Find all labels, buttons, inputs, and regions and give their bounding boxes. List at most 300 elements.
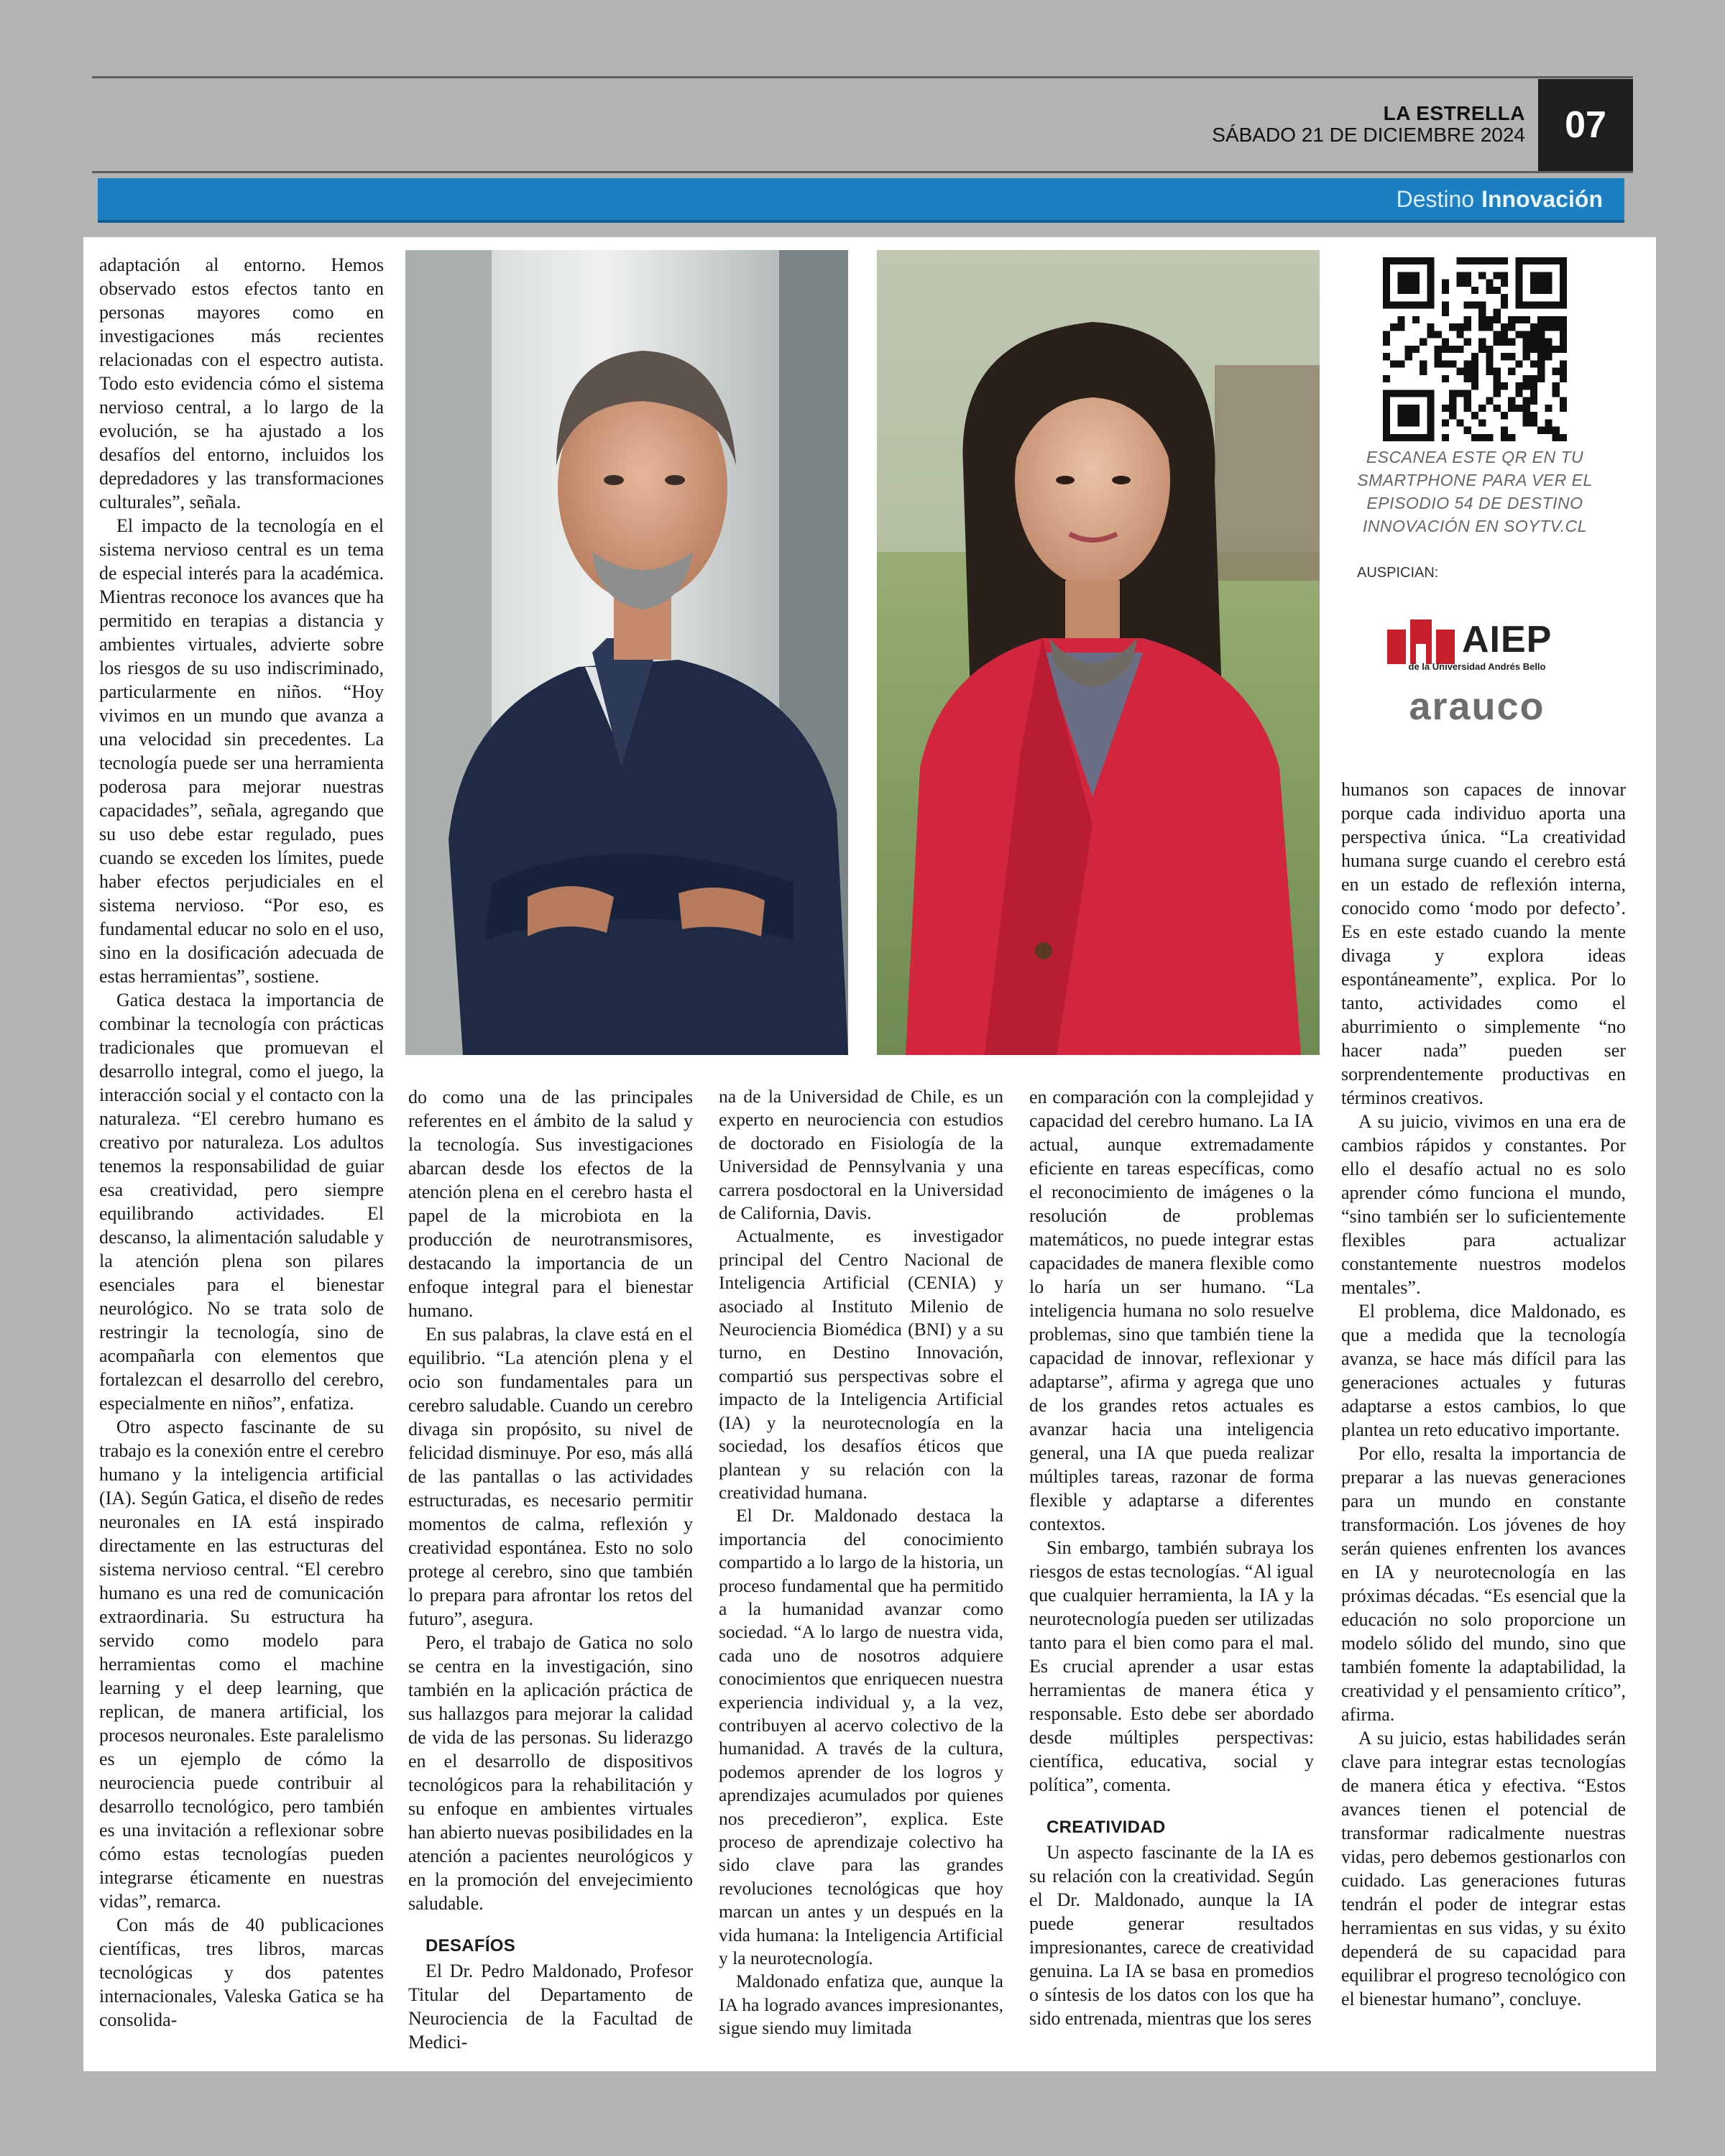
- header-rule: [92, 171, 1633, 173]
- qr-module: [1383, 272, 1390, 279]
- paragraph: en comparación con la complejidad y capacidad del cerebro humano. La IA actual, aunque extremadamente eficiente en tareas específicas, como el reconocimiento de imágenes o la resolución de problemas matemáticos, no puede integrar estas capacidades de manera flexible como lo haría un ser humano. “La inteligencia humana no solo resuelve problemas, sino que también tiene la capacidad de innovar, reflexionar y adaptarse”, afirma y agrega que uno de los grandes retos actuales es avanzar hacia una inteligencia general, una IA que pueda realizar múltiples tareas, razonar de forma flexible y adaptarse a diferentes contextos.: [1029, 1087, 1314, 1534]
- qr-module: [1456, 280, 1463, 287]
- qr-module: [1471, 434, 1478, 441]
- qr-module: [1545, 301, 1552, 308]
- qr-module: [1435, 360, 1442, 367]
- qr-module: [1545, 405, 1552, 412]
- qr-module: [1537, 287, 1545, 294]
- qr-module: [1537, 272, 1545, 279]
- portrait-photo-man: [405, 250, 848, 1055]
- qr-module: [1552, 382, 1560, 390]
- qr-module: [1405, 272, 1412, 279]
- qr-module: [1427, 405, 1434, 412]
- qr-module: [1530, 287, 1537, 294]
- qr-module: [1515, 405, 1522, 412]
- issue-date: SÁBADO 21 DE DICIEMBRE 2024: [1212, 124, 1525, 146]
- qr-module: [1537, 353, 1545, 360]
- qr-module: [1464, 272, 1471, 279]
- subheading-creatividad: CREATIVIDAD: [1046, 1818, 1166, 1837]
- qr-module: [1471, 382, 1478, 390]
- qr-module: [1478, 419, 1486, 426]
- qr-module: [1515, 382, 1522, 390]
- qr-module: [1390, 323, 1397, 331]
- qr-module: [1478, 309, 1486, 316]
- qr-module: [1537, 316, 1545, 323]
- qr-module: [1449, 390, 1456, 397]
- qr-module: [1412, 287, 1420, 294]
- qr-module: [1435, 353, 1442, 360]
- qr-module: [1442, 360, 1449, 367]
- qr-module: [1397, 301, 1404, 308]
- qr-module: [1427, 287, 1434, 294]
- qr-module: [1523, 353, 1530, 360]
- qr-module: [1397, 257, 1404, 264]
- qr-module: [1560, 434, 1567, 441]
- paragraph: Otro aspecto fascinante de su trabajo es la conexión entre el cerebro humano y la inteligencia artificial (IA). Según Gatica, el diseño de redes neuronales en IA está inspirado directamente en las estructuras del sistema nervioso central. “El cerebro humano es una red de comunicación extraordinaria. Su estructura ha servido como modelo para herramientas como el machine learning y el deep learning, que replican, de manera artificial, los procesos neuronales. Este paralelismo es un ejemplo de cómo la neurociencia puede contribuir al desarrollo tecnológico, pero también es una invitación a reflexionar sobre cómo estas tecnologías pueden integrarse éticamente en nuestras vidas”, remarca.: [99, 1416, 384, 1912]
- qr-module: [1523, 397, 1530, 405]
- qr-module: [1523, 346, 1530, 353]
- qr-module: [1530, 323, 1537, 331]
- qr-module: [1427, 419, 1434, 426]
- qr-module: [1478, 316, 1486, 323]
- qr-module: [1508, 323, 1515, 331]
- qr-module: [1478, 346, 1486, 353]
- qr-module: [1412, 346, 1420, 353]
- qr-module: [1545, 272, 1552, 279]
- qr-module: [1545, 323, 1552, 331]
- paragraph: Gatica destaca la importancia de combinar la tecnología con prácticas tradicionales que promuevan el desarrollo integral, como el juego, la interacción social y el contacto con la naturaleza. “El cerebro humano es creativo por naturaleza. Los adultos tenemos la responsabilidad de guiar esa creatividad, pero siempre equilibrando actividades. El descanso, la alimentación saludable y la atención plena son pilares esenciales para el bienestar neurológico. No se trata solo de restringir la tecnología, sino de acompañarla con elementos que fortalezcan el desarrollo del cerebro, especialmente en niños”, enfatiza.: [99, 990, 384, 1414]
- qr-module: [1560, 323, 1567, 331]
- qr-module: [1478, 434, 1486, 441]
- qr-module: [1494, 309, 1501, 316]
- qr-module: [1494, 390, 1501, 397]
- qr-module: [1486, 323, 1493, 331]
- qr-module: [1471, 412, 1478, 419]
- qr-module: [1523, 419, 1530, 426]
- qr-module: [1552, 390, 1560, 397]
- qr-module: [1560, 257, 1567, 264]
- qr-module: [1537, 280, 1545, 287]
- qr-module: [1537, 368, 1545, 375]
- qr-module: [1486, 280, 1493, 287]
- qr-module: [1486, 434, 1493, 441]
- qr-module: [1530, 412, 1537, 419]
- qr-module: [1427, 257, 1434, 264]
- qr-module: [1537, 346, 1545, 353]
- aiep-logo: [1387, 615, 1567, 680]
- qr-module: [1412, 272, 1420, 279]
- qr-module: [1515, 316, 1522, 323]
- qr-module: [1464, 427, 1471, 434]
- qr-module: [1464, 405, 1471, 412]
- qr-module: [1560, 280, 1567, 287]
- qr-module: [1420, 390, 1427, 397]
- qr-module: [1412, 419, 1420, 426]
- qr-module: [1523, 382, 1530, 390]
- aiep-building-icon: [1387, 619, 1459, 664]
- qr-module: [1494, 405, 1501, 412]
- qr-module: [1471, 287, 1478, 294]
- qr-module: [1515, 264, 1522, 272]
- top-rule: [92, 76, 1633, 78]
- qr-module: [1442, 301, 1449, 308]
- qr-module: [1405, 257, 1412, 264]
- qr-module: [1405, 419, 1412, 426]
- qr-module: [1456, 257, 1463, 264]
- qr-module: [1552, 434, 1560, 441]
- qr-module: [1397, 272, 1404, 279]
- qr-module: [1501, 331, 1508, 338]
- qr-module: [1530, 397, 1537, 405]
- qr-module: [1486, 316, 1493, 323]
- qr-module: [1537, 338, 1545, 346]
- qr-module: [1494, 257, 1501, 264]
- paragraph: humanos son capaces de innovar porque cada individuo aporta una perspectiva única. “La creatividad humana surge cuando el cerebro está en un estado de reflexión interna, conocido como ‘modo por defecto’. Es en este estado cuando la mente divaga y explora ideas espontáneamente”, explica. Por lo tanto, actividades como el aburrimiento o simplemente “no hacer nada” pueden ser sorprendentemente productivas en términos creativos.: [1341, 779, 1626, 1108]
- qr-module: [1449, 412, 1456, 419]
- qr-module: [1486, 346, 1493, 353]
- qr-module: [1427, 294, 1434, 301]
- qr-module: [1390, 301, 1397, 308]
- section-name-light: Destino: [1396, 185, 1475, 212]
- qr-module: [1456, 390, 1463, 397]
- qr-module: [1405, 301, 1412, 308]
- qr-module: [1383, 390, 1390, 397]
- qr-module: [1442, 309, 1449, 316]
- qr-module: [1545, 287, 1552, 294]
- qr-module: [1427, 280, 1434, 287]
- paragraph: El Dr. Maldonado destaca la importancia del conocimiento compartido a lo largo de la historia, un proceso fundamental que ha permitido a la humanidad avanzar como sociedad. “A lo largo de nuestra vida, cada uno de nosotros adquiere conocimientos que enriquecen nuestra experiencia individual y, a la vez, contribuyen al acervo colectivo de la humanidad. A través de la cultura, podemos aprender de los logros y aprendizajes acumulados por quienes nos precedieron”, explica. Este proceso de aprendizaje colectivo ha sido clave para las grandes revoluciones tecnológicas que hoy marcan un antes y un después en la vida humana: la Inteligencia Artificial y la neurotecnología.: [719, 1505, 1003, 1969]
- qr-module: [1530, 375, 1537, 382]
- article-column-4: [1029, 1085, 1314, 2030]
- qr-module: [1552, 257, 1560, 264]
- qr-module: [1523, 338, 1530, 346]
- qr-module: [1523, 316, 1530, 323]
- qr-module: [1545, 427, 1552, 434]
- qr-module: [1552, 323, 1560, 331]
- qr-module: [1464, 316, 1471, 323]
- qr-module: [1523, 375, 1530, 382]
- qr-module: [1442, 434, 1449, 441]
- qr-module: [1464, 257, 1471, 264]
- qr-module: [1442, 287, 1449, 294]
- qr-module: [1427, 412, 1434, 419]
- qr-module: [1494, 331, 1501, 338]
- qr-module: [1508, 338, 1515, 346]
- qr-module: [1523, 412, 1530, 419]
- qr-module: [1456, 323, 1463, 331]
- qr-module: [1397, 390, 1404, 397]
- qr-module: [1537, 257, 1545, 264]
- section-name-bold: Innovación: [1481, 185, 1603, 212]
- qr-module: [1427, 323, 1434, 331]
- qr-module: [1420, 301, 1427, 308]
- qr-module: [1486, 287, 1493, 294]
- qr-module: [1537, 375, 1545, 382]
- paragraph: El problema, dice Maldonado, es que a medida que la tecnología avanza, se hace más difícil para las generaciones actuales y futuras adaptarse a estos cambios, lo que plantea un reto educativo importante.: [1341, 1301, 1626, 1440]
- qr-module: [1405, 412, 1412, 419]
- qr-module: [1486, 257, 1493, 264]
- qr-module: [1449, 397, 1456, 405]
- qr-module: [1435, 346, 1442, 353]
- qr-module: [1471, 375, 1478, 382]
- qr-module: [1501, 338, 1508, 346]
- qr-module: [1383, 331, 1390, 338]
- qr-module: [1515, 331, 1522, 338]
- qr-module: [1405, 434, 1412, 441]
- qr-module: [1427, 264, 1434, 272]
- qr-module: [1530, 382, 1537, 390]
- masthead: [1212, 103, 1525, 145]
- qr-module: [1383, 412, 1390, 419]
- qr-module: [1471, 353, 1478, 360]
- qr-module: [1397, 316, 1404, 323]
- qr-module: [1515, 301, 1522, 308]
- qr-module: [1537, 301, 1545, 308]
- qr-module: [1383, 434, 1390, 441]
- qr-module: [1530, 301, 1537, 308]
- qr-module: [1545, 280, 1552, 287]
- qr-module: [1464, 390, 1471, 397]
- qr-module: [1471, 257, 1478, 264]
- qr-module: [1494, 368, 1501, 375]
- qr-module: [1508, 316, 1515, 323]
- qr-module: [1515, 280, 1522, 287]
- qr-module: [1494, 338, 1501, 346]
- qr-module: [1560, 338, 1567, 346]
- qr-module: [1412, 257, 1420, 264]
- qr-module: [1464, 301, 1471, 308]
- qr-module: [1456, 368, 1463, 375]
- qr-module: [1552, 316, 1560, 323]
- qr-module: [1501, 412, 1508, 419]
- qr-module: [1464, 323, 1471, 331]
- qr-module: [1560, 375, 1567, 382]
- qr-module: [1494, 287, 1501, 294]
- article-column-1: [99, 253, 384, 2032]
- qr-module: [1464, 338, 1471, 346]
- qr-module: [1530, 338, 1537, 346]
- paragraph: Un aspecto fascinante de la IA es su relación con la creatividad. Según el Dr. Maldonado, aunque la IA puede generar resultados impresionantes, carece de creatividad genuina. La IA se basa en promedios o síntesis de los datos con los que ha sido entrenada, mientras que los seres: [1029, 1842, 1314, 2029]
- qr-module: [1427, 390, 1434, 397]
- qr-module: [1508, 405, 1515, 412]
- qr-module: [1412, 280, 1420, 287]
- article-column-2: [408, 1085, 693, 2054]
- article-column-5: [1341, 778, 1626, 2011]
- qr-module: [1383, 338, 1390, 346]
- qr-module: [1560, 405, 1567, 412]
- qr-module: [1442, 405, 1449, 412]
- qr-module: [1552, 368, 1560, 375]
- qr-module: [1383, 397, 1390, 405]
- qr-module: [1478, 272, 1486, 279]
- qr-module: [1560, 397, 1567, 405]
- qr-module: [1508, 434, 1515, 441]
- qr-module: [1427, 397, 1434, 405]
- qr-module: [1494, 272, 1501, 279]
- qr-module: [1449, 346, 1456, 353]
- qr-module: [1427, 434, 1434, 441]
- paragraph: Actualmente, es investigador principal del Centro Nacional de Inteligencia Artificial (CENIA) y asociado al Instituto Milenio de Neurociencia Biomédica (BNI) y a su turno, en Destino Innovación, compartió sus perspectivas sobre el impacto de la Inteligencia Artificial (IA) y la neurotecnología en la sociedad, los desafíos éticos que plantean y su relación con la creatividad humana.: [719, 1225, 1003, 1503]
- qr-module: [1515, 272, 1522, 279]
- qr-module: [1449, 405, 1456, 412]
- qr-module: [1560, 316, 1567, 323]
- qr-module: [1530, 360, 1537, 367]
- qr-module: [1420, 368, 1427, 375]
- qr-module: [1456, 419, 1463, 426]
- qr-module: [1464, 375, 1471, 382]
- qr-module: [1456, 331, 1463, 338]
- qr-module: [1397, 287, 1404, 294]
- aiep-subtitle: de la Universidad Andrés Bello: [1408, 661, 1546, 672]
- paragraph: na de la Universidad de Chile, es un experto en neurociencia con estudios de doctorado en Fisiología de la Universidad de Pennsylvania y una carrera posdoctoral en la Universidad de California, Davis.: [719, 1086, 1003, 1224]
- qr-module: [1397, 412, 1404, 419]
- qr-module: [1501, 427, 1508, 434]
- qr-module: [1501, 257, 1508, 264]
- qr-module: [1494, 316, 1501, 323]
- qr-module: [1537, 427, 1545, 434]
- qr-module: [1383, 287, 1390, 294]
- qr-module: [1464, 360, 1471, 367]
- qr-module: [1501, 434, 1508, 441]
- qr-module: [1471, 301, 1478, 308]
- qr-module: [1486, 360, 1493, 367]
- qr-module: [1545, 257, 1552, 264]
- qr-module: [1501, 323, 1508, 331]
- paragraph: Sin embargo, también subraya los riesgos de estas tecnologías. “Al igual que cualquier herramienta, la IA y la neurotecnología pueden ser utilizadas tanto para el bien como para el mal. Es crucial aprender a usar estas herramientas de manera ética y responsable. Esto debe ser abordado desde múltiples perspectivas: científica, educativa, social y política”, comenta.: [1029, 1537, 1314, 1795]
- qr-module: [1560, 301, 1567, 308]
- qr-module: [1383, 257, 1390, 264]
- qr-module: [1560, 368, 1567, 375]
- qr-module: [1383, 280, 1390, 287]
- qr-module: [1456, 346, 1463, 353]
- qr-module: [1523, 257, 1530, 264]
- qr-module: [1530, 257, 1537, 264]
- qr-module: [1501, 353, 1508, 360]
- article-column-3: [719, 1085, 1003, 2040]
- qr-module: [1537, 323, 1545, 331]
- qr-module: [1486, 397, 1493, 405]
- qr-module: [1390, 390, 1397, 397]
- qr-module: [1412, 405, 1420, 412]
- qr-module: [1478, 301, 1486, 308]
- qr-module: [1552, 427, 1560, 434]
- qr-module: [1464, 280, 1471, 287]
- qr-module: [1412, 301, 1420, 308]
- qr-module: [1397, 434, 1404, 441]
- qr-module: [1442, 338, 1449, 346]
- qr-module: [1383, 427, 1390, 434]
- qr-module: [1478, 323, 1486, 331]
- qr-module: [1501, 301, 1508, 308]
- qr-module: [1552, 346, 1560, 353]
- qr-module: [1427, 427, 1434, 434]
- qr-module: [1530, 419, 1537, 426]
- section-bar: [98, 178, 1624, 223]
- qr-module: [1456, 272, 1463, 279]
- qr-module: [1427, 272, 1434, 279]
- qr-module: [1501, 382, 1508, 390]
- qr-module: [1405, 346, 1412, 353]
- page-number: 07: [1538, 79, 1633, 171]
- qr-module: [1545, 338, 1552, 346]
- qr-module: [1560, 331, 1567, 338]
- qr-module: [1405, 353, 1412, 360]
- paragraph: Con más de 40 publicaciones científicas, tres libros, marcas tecnológicas y dos patentes internacionales, Valeska Gatica se ha consolida-: [99, 1915, 384, 2030]
- qr-module: [1397, 323, 1404, 331]
- qr-module: [1442, 375, 1449, 382]
- qr-module: [1383, 264, 1390, 272]
- qr-module: [1530, 331, 1537, 338]
- qr-module: [1560, 264, 1567, 272]
- portrait-photo-woman: [877, 250, 1320, 1055]
- qr-module: [1397, 360, 1404, 367]
- qr-module: [1486, 353, 1493, 360]
- qr-caption: ESCANEA ESTE QR EN TU SMARTPHONE PARA VER EL EPISODIO 54 DE DESTINO INNOVACIÓN EN SOYTV.CL: [1357, 448, 1593, 535]
- paragraph: adaptación al entorno. Hemos observado estos efectos tanto en personas mayores como en investigaciones más recientes relacionadas con el espectro autista. Todo esto evidencia cómo el sistema nervioso central, a lo largo de la evolución, se ha ajustado a los desafíos del entorno, incluidos los depredadores y las transformaciones culturales”, señala.: [99, 254, 384, 512]
- qr-module: [1545, 316, 1552, 323]
- qr-module: [1383, 375, 1390, 382]
- qr-module: [1545, 353, 1552, 360]
- paragraph: A su juicio, estas habilidades serán clave para integrar estas tecnologías de manera ética y efectiva. “Estos avances tienen el potencial de transformar radicalmente nuestras vidas, pero debemos gestionarlos con cuidado. Las generaciones futuras tendrán el poder de integrar estas herramientas en sus vidas, y su éxito dependerá de su capacidad para equilibrar el progreso tecnológico con el bienestar humano”, concluye.: [1341, 1728, 1626, 2009]
- qr-module: [1486, 368, 1493, 375]
- subheading-desafios: DESAFÍOS: [426, 1936, 516, 1955]
- qr-module: [1501, 280, 1508, 287]
- qr-module: [1420, 257, 1427, 264]
- qr-module: [1383, 294, 1390, 301]
- qr-module: [1515, 287, 1522, 294]
- qr-module: [1420, 338, 1427, 346]
- qr-module: [1471, 360, 1478, 367]
- qr-module: [1478, 405, 1486, 412]
- qr-module: [1397, 280, 1404, 287]
- qr-module: [1537, 360, 1545, 367]
- qr-module: [1494, 375, 1501, 382]
- qr-module: [1420, 434, 1427, 441]
- qr-module: [1523, 405, 1530, 412]
- qr-module: [1515, 390, 1522, 397]
- qr-module: [1390, 434, 1397, 441]
- qr-module: [1471, 368, 1478, 375]
- qr-module: [1442, 346, 1449, 353]
- qr-module: [1383, 353, 1390, 360]
- qr-code[interactable]: [1383, 257, 1567, 441]
- qr-module: [1515, 294, 1522, 301]
- qr-module: [1530, 390, 1537, 397]
- qr-module: [1560, 360, 1567, 367]
- qr-module: [1412, 412, 1420, 419]
- qr-module: [1508, 353, 1515, 360]
- qr-module: [1515, 360, 1522, 367]
- qr-module: [1464, 368, 1471, 375]
- newspaper-name: LA ESTRELLA: [1383, 102, 1525, 124]
- qr-module: [1390, 360, 1397, 367]
- aiep-wordmark: AIEP: [1462, 619, 1552, 660]
- paragraph: Pero, el trabajo de Gatica no solo se centra en la investigación, sino también en la aplicación práctica de sus hallazgos para mejorar la calidad de vida de las personas. Su liderazgo en el desarrollo de dispositivos tecnológicos para la rehabilitación y su enfoque en ambientes virtuales han abierto nuevas posibilidades en la atención a pacientes neurológicos y en la promoción del envejecimiento saludable.: [408, 1632, 693, 1914]
- paragraph: Por ello, resalta la importancia de preparar a las nuevas generaciones para un mundo en constante transformación. Los jóvenes de hoy serán quienes enfrenten los avances en IA y neurotecnología en las próximas décadas. “Es esencial que la educación no solo proporcione un modelo sólido del mundo, sino que también fomente la adaptabilidad, la creatividad y el pensamiento crítico”, afirma.: [1341, 1443, 1626, 1725]
- qr-module: [1545, 419, 1552, 426]
- qr-module: [1383, 405, 1390, 412]
- qr-module: [1508, 368, 1515, 375]
- qr-module: [1427, 301, 1434, 308]
- qr-module: [1560, 272, 1567, 279]
- qr-module: [1412, 316, 1420, 323]
- qr-module: [1552, 301, 1560, 308]
- qr-module: [1515, 257, 1522, 264]
- paragraph: El Dr. Pedro Maldonado, Profesor Titular del Departamento de Neurociencia de la Facultad de Medici-: [408, 1961, 693, 2053]
- qr-module: [1427, 331, 1434, 338]
- qr-module: [1560, 287, 1567, 294]
- qr-module: [1508, 397, 1515, 405]
